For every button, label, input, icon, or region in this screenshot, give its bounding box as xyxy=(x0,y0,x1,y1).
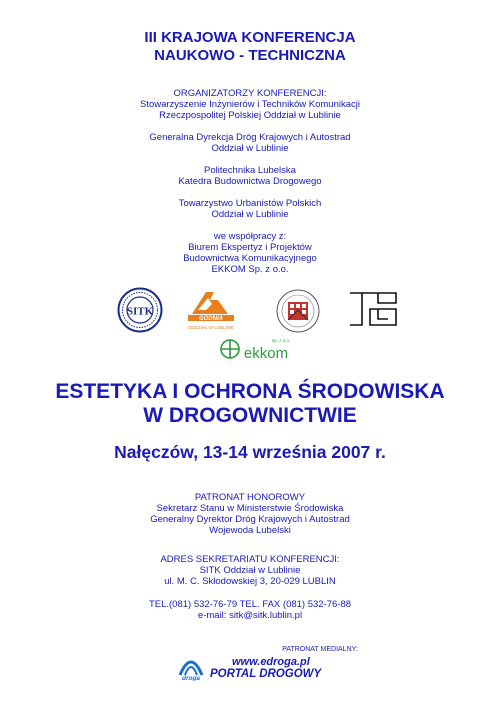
org2-line2: Oddział w Lublinie xyxy=(211,143,289,154)
sitk-logo xyxy=(117,287,163,333)
portal-drogowy: PORTAL DROGOWY xyxy=(210,668,322,680)
contact-phone: TEL.(081) 532-76-79 TEL. FAX (081) 532-76-88 xyxy=(148,599,352,610)
org4-line1: Towarzystwo Urbanistów Polskich xyxy=(178,198,322,209)
header-line-2: NAUKOWO - TECHNICZNA xyxy=(154,47,346,64)
patronage-line-3: Wojewoda Lubelski xyxy=(209,525,291,536)
org2-line1: Generalna Dyrekcja Dróg Krajowych i Autostrad xyxy=(149,132,351,143)
coop-line2: Biurem Ekspertyz i Projektów xyxy=(188,242,312,253)
patronage-heading: PATRONAT HONOROWY xyxy=(194,492,306,503)
organizers-heading: ORGANIZATORZY KONFERENCJI: xyxy=(173,88,327,99)
sitk-logo-text: SITK xyxy=(126,305,154,318)
coop-line4: EKKOM Sp. z o.o. xyxy=(211,264,289,275)
address-line-2: ul. M. C. Skłodowskiej 3, 20-029 LUBLIN xyxy=(164,576,336,587)
godnia-logo-text: GODNIA xyxy=(199,316,223,322)
godnia-logo-sub: ODDZIAŁ W LUBLINIE xyxy=(187,325,235,330)
address-heading: ADRES SEKRETARIATU KONFERENCJI: xyxy=(160,554,340,565)
media-url[interactable]: www.edroga.pl xyxy=(232,656,310,668)
conference-title-1: ESTETYKA I OCHRONA ŚRODOWISKA xyxy=(55,380,445,403)
coop-line3: Budownictwa Komunikacyjnego xyxy=(183,253,317,264)
patronage-line-1: Sekretarz Stanu w Ministerstwie Środowiska xyxy=(156,503,344,514)
droga-logo-icon xyxy=(176,651,206,681)
patronage-line-2: Generalny Dyrektor Dróg Krajowych i Autostrad xyxy=(150,514,350,525)
address-line-1: SITK Oddział w Lublinie xyxy=(199,565,301,576)
org3-line1: Politechnika Lubelska xyxy=(204,165,296,176)
droga-logo-text: droga xyxy=(181,675,201,681)
org1-line2: Rzeczpospolitej Polskiej Oddział w Lublinie xyxy=(159,110,341,121)
ekkom-logo xyxy=(219,334,295,364)
conference-date: Nałęczów, 13-14 września 2007 r. xyxy=(114,442,386,462)
org4-line2: Oddział w Lublinie xyxy=(211,209,289,220)
politechnika-logo xyxy=(275,288,321,334)
conference-title-2: W DROGOWNICTWIE xyxy=(143,404,357,427)
header-line-1: III KRAJOWA KONFERENCJA xyxy=(144,29,356,46)
ekkom-logo-text: ekkom xyxy=(243,345,289,362)
coop-line1: we współpracy z: xyxy=(213,231,287,242)
org1-line1: Stowarzyszenie Inżynierów i Techników Komunikacji xyxy=(139,99,360,110)
ekkom-logo-small: sp. z o.o. xyxy=(271,338,291,343)
media-label: PATRONAT MEDIALNY: xyxy=(282,646,358,653)
godnia-logo xyxy=(184,288,238,332)
tup-logo xyxy=(348,289,398,329)
contact-email[interactable]: e-mail: sitk@sitk.lublin.pl xyxy=(197,610,303,621)
org3-line2: Katedra Budownictwa Drogowego xyxy=(178,176,322,187)
